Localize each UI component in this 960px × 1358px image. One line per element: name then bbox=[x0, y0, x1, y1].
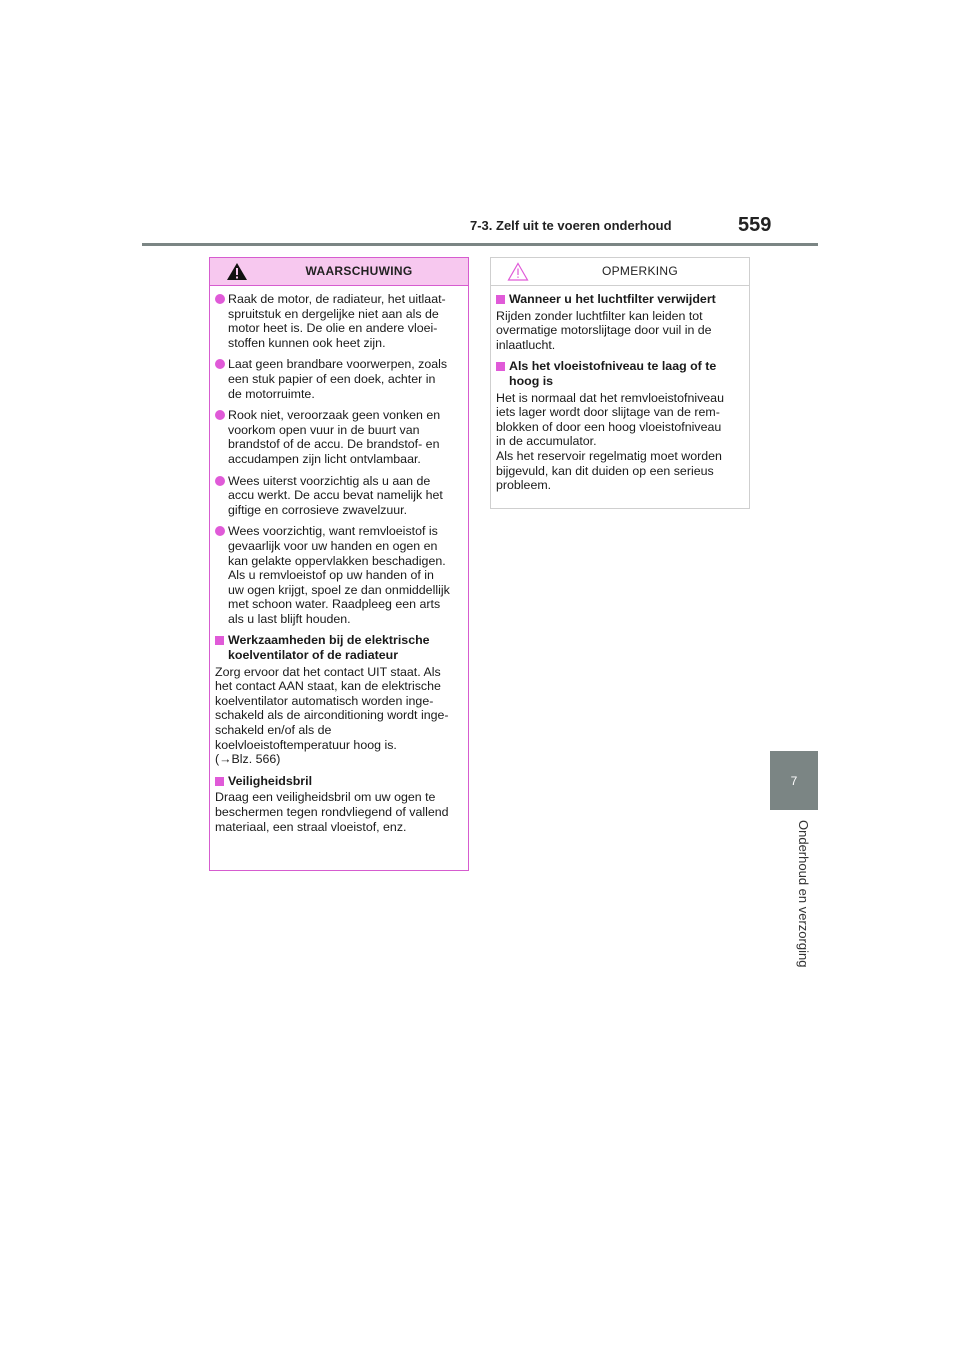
text-line: gevaarlijk voor uw handen en ogen en bbox=[228, 538, 438, 553]
text-line: (→Blz. 566) bbox=[215, 752, 281, 767]
text-line: Rook niet, veroorzaak geen vonken en bbox=[228, 408, 441, 423]
chapter-tab bbox=[770, 751, 818, 810]
round-bullet-icon bbox=[215, 410, 225, 420]
text-line: uw ogen krijgt, spoel ze dan onmiddellijk bbox=[228, 582, 450, 597]
notice-header bbox=[491, 258, 749, 286]
text-line: in de accumulator. bbox=[496, 434, 597, 449]
text-line: voorkom open vuur in de buurt van bbox=[228, 422, 420, 437]
square-bullet-icon bbox=[215, 636, 224, 645]
chapter-title: Onderhoud en verzorging bbox=[796, 820, 811, 968]
text-line: blokken of door een hoog vloeistofniveau bbox=[496, 419, 722, 434]
section-heading bbox=[496, 359, 743, 388]
section-heading bbox=[496, 292, 743, 307]
text-line: inlaatlucht. bbox=[496, 337, 556, 352]
text-line: Draag een veiligheidsbril om uw ogen te bbox=[215, 790, 436, 805]
text-line: spruitstuk en dergelijke niet aan als de bbox=[228, 306, 439, 321]
text-line: hoog is bbox=[509, 373, 554, 388]
square-bullet-icon bbox=[215, 777, 224, 786]
notice-body bbox=[491, 286, 749, 493]
text-line: kan gelakte oppervlakken beschadigen. bbox=[228, 553, 446, 568]
text-line: Als u remvloeistof op uw handen of in bbox=[228, 568, 434, 583]
text-line: Rijden zonder luchtfilter kan leiden tot bbox=[496, 308, 703, 323]
text-line: Raak de motor, de radiateur, het uitlaat- bbox=[228, 292, 446, 306]
section-paragraph bbox=[496, 309, 743, 353]
text-line: koelventilator automatisch worden inge- bbox=[215, 693, 434, 708]
text-line: als u last blijft houden. bbox=[228, 611, 351, 626]
text-line: koelventilator of de radiateur bbox=[228, 648, 399, 663]
text-line: Als het reservoir regelmatig moet worden bbox=[496, 448, 722, 463]
text-line: motor heet is. De olie en andere vloei- bbox=[228, 321, 438, 336]
text-line: beschermen tegen rondvliegend of vallend bbox=[215, 805, 449, 819]
page-number: 559 bbox=[738, 214, 772, 236]
text-line: een stuk papier of een doek, achter in bbox=[228, 371, 436, 386]
text-line: Laat geen brandbare voorwerpen, zoals bbox=[228, 357, 448, 372]
text-line: het contact AAN staat, kan de elektrische bbox=[215, 679, 441, 694]
notice-box bbox=[490, 257, 750, 509]
text-line: giftige en corrosieve zwavelzuur. bbox=[228, 502, 408, 517]
text-line: Het is normaal dat het remvloeistofniveau bbox=[496, 390, 724, 405]
header-divider bbox=[142, 243, 818, 246]
round-bullet-icon bbox=[215, 359, 225, 369]
text-line: Wees uiterst voorzichtig als u aan de bbox=[228, 473, 431, 488]
text-line: bijgevuld, kan dit duiden op een serieus bbox=[496, 463, 714, 478]
warning-header bbox=[210, 258, 468, 286]
text-line: materiaal, een straal vloeistof, enz. bbox=[215, 819, 407, 834]
text-line: Wees voorzichtig, want remvloeistof is bbox=[228, 524, 438, 539]
warning-triangle-icon bbox=[226, 262, 248, 281]
warning-bullet-item bbox=[215, 474, 462, 518]
section-heading bbox=[215, 633, 462, 662]
text-line: schakeld als de airconditioning wordt inge- bbox=[215, 708, 449, 723]
text-line: Als het vloeistofniveau te laag of te bbox=[509, 359, 717, 374]
text-line: accu werkt. De accu bevat namelijk het bbox=[228, 488, 443, 503]
section-paragraph bbox=[215, 790, 462, 834]
text-line: met schoon water. Raadpleeg een arts bbox=[228, 597, 441, 612]
warning-box bbox=[209, 257, 469, 871]
chapter-number: 7 bbox=[790, 773, 798, 788]
warning-bullet-item bbox=[215, 408, 462, 466]
text-line: Werkzaamheden bij de elektrische bbox=[228, 633, 430, 648]
text-line: Wanneer u het luchtfilter verwijdert bbox=[509, 292, 716, 306]
round-bullet-icon bbox=[215, 476, 225, 486]
square-bullet-icon bbox=[496, 362, 505, 371]
warning-bullet-item bbox=[215, 357, 462, 401]
round-bullet-icon bbox=[215, 294, 225, 304]
text-line: iets lager wordt door slijtage van de rem- bbox=[496, 405, 720, 420]
notice-triangle-icon bbox=[507, 262, 529, 281]
section-paragraph bbox=[496, 391, 743, 493]
warning-bullet-item bbox=[215, 524, 462, 626]
text-line: probleem. bbox=[496, 478, 552, 493]
section-title: 7-3. Zelf uit te voeren onderhoud bbox=[470, 218, 672, 233]
round-bullet-icon bbox=[215, 526, 225, 536]
text-line: Zorg ervoor dat het contact UIT staat. Als bbox=[215, 664, 441, 679]
text-line: schakeld en/of als de bbox=[215, 723, 332, 738]
section-heading bbox=[215, 774, 462, 789]
notice-title: OPMERKING bbox=[601, 264, 679, 279]
square-bullet-icon bbox=[496, 295, 505, 304]
text-line: brandstof of de accu. De brandstof- en bbox=[228, 437, 440, 452]
text-line: Veiligheidsbril bbox=[228, 773, 313, 788]
text-line: koelvloeistoftemperatuur hoog is. bbox=[215, 737, 397, 752]
section-paragraph bbox=[215, 665, 462, 767]
text-line: stoffen kunnen ook heet zijn. bbox=[228, 335, 386, 350]
warning-title: WAARSCHUWING bbox=[305, 264, 413, 279]
text-line: overmatige motorslijtage door vuil in de bbox=[496, 323, 712, 338]
text-line: accudampen zijn licht ontvlambaar. bbox=[228, 451, 421, 466]
text-line: de motorruimte. bbox=[228, 386, 315, 401]
warning-body bbox=[210, 286, 468, 834]
warning-bullet-item bbox=[215, 292, 462, 350]
